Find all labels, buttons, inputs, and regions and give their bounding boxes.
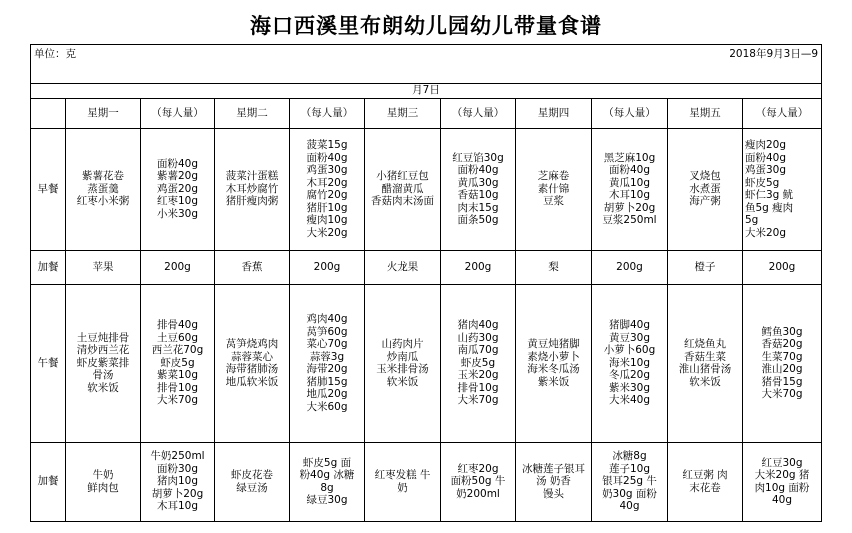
header-cell: 星期一	[66, 98, 141, 128]
dish-cell: 橙子	[668, 250, 743, 284]
header-cell: （每人量）	[441, 98, 516, 128]
amount-cell: 红豆馅30g 面粉40g 黄瓜30g 香菇10g 肉末15g 面条50g	[441, 128, 516, 250]
dish-cell: 红豆粥 肉 末花卷	[668, 442, 743, 521]
amount-cell: 红豆30g 大米20g 猪 肉10g 面粉 40g	[743, 442, 822, 521]
table-row	[31, 442, 822, 521]
amount-cell: 虾皮5g 面 粉40g 冰糖 8g 绿豆30g	[290, 442, 365, 521]
header-cell: 星期三	[365, 98, 441, 128]
header-cell: 星期四	[516, 98, 592, 128]
table-row	[31, 250, 822, 284]
amount-cell: 冰糖8g 莲子10g 银耳25g 牛 奶30g 面粉 40g	[592, 442, 668, 521]
date-range-continued: 月7日	[31, 83, 822, 98]
amount-cell: 200g	[743, 250, 822, 284]
dish-cell: 叉烧包 水煮蛋 海产粥	[668, 128, 743, 250]
dish-cell: 红枣发糕 牛 奶	[365, 442, 441, 521]
amount-cell: 瘦肉20g 面粉40g 鸡蛋30g 虾皮5g 虾仁3g 鱿 鱼5g 瘦肉 5g 大米20g	[743, 128, 822, 250]
dish-cell: 虾皮花卷 绿豆汤	[215, 442, 290, 521]
unit-label: 单位：克	[34, 48, 76, 60]
amount-cell: 菠菜15g 面粉40g 鸡蛋30g 木耳20g 腐竹20g 猪肝10g 瘦肉10g 大米20g	[290, 128, 365, 250]
menu-table	[30, 44, 822, 522]
meta-row	[31, 45, 822, 84]
amount-cell: 200g	[141, 250, 215, 284]
amount-cell: 红枣20g 面粉50g 牛 奶200ml	[441, 442, 516, 521]
amount-cell: 黑芝麻10g 面粉40g 黄瓜10g 木耳10g 胡萝卜20g 豆浆250ml	[592, 128, 668, 250]
meal-label: 早餐	[31, 128, 66, 250]
dish-cell: 黄豆炖猪脚 素烧小萝卜 海米冬瓜汤 紫米饭	[516, 284, 592, 442]
amount-cell: 牛奶250ml 面粉30g 猪肉10g 胡萝卜20g 木耳10g	[141, 442, 215, 521]
amount-cell: 面粉40g 紫薯20g 鸡蛋20g 红枣10g 小米30g	[141, 128, 215, 250]
amount-cell: 猪肉40g 山药30g 南瓜70g 虾皮5g 玉米20g 排骨10g 大米70g	[441, 284, 516, 442]
amount-cell: 鳕鱼30g 香菇20g 生菜70g 淮山20g 猪骨15g 大米70g	[743, 284, 822, 442]
header-cell: （每人量）	[592, 98, 668, 128]
dish-cell: 牛奶 鲜肉包	[66, 442, 141, 521]
dish-cell: 紫薯花卷 蒸蛋羹 红枣小米粥	[66, 128, 141, 250]
dish-cell: 梨	[516, 250, 592, 284]
amount-cell: 猪脚40g 黄豆30g 小萝卜60g 海米10g 冬瓜20g 紫米30g 大米40g	[592, 284, 668, 442]
amount-cell: 排骨40g 土豆60g 西兰花70g 虾皮5g 紫菜10g 排骨10g 大米70g	[141, 284, 215, 442]
amount-cell: 鸡肉40g 莴笋60g 菜心70g 蒜蓉3g 海带20g 猪肺15g 地瓜20g 大米60g	[290, 284, 365, 442]
header-cell: 星期二	[215, 98, 290, 128]
dish-cell: 香蕉	[215, 250, 290, 284]
header-cell: 星期五	[668, 98, 743, 128]
dish-cell: 芝麻卷 素什锦 豆浆	[516, 128, 592, 250]
dish-cell: 火龙果	[365, 250, 441, 284]
dish-cell: 苹果	[66, 250, 141, 284]
meal-label: 加餐	[31, 250, 66, 284]
header-row	[31, 98, 822, 128]
amount-cell: 200g	[441, 250, 516, 284]
dish-cell: 莴笋烧鸡肉 蒜蓉菜心 海带猪肺汤 地瓜软米饭	[215, 284, 290, 442]
dish-cell: 菠菜汁蛋糕 木耳炒腐竹 猪肝瘦肉粥	[215, 128, 290, 250]
dish-cell: 冰糖莲子银耳 汤 奶香 馒头	[516, 442, 592, 521]
table-row	[31, 128, 822, 250]
dish-cell: 小猪红豆包 醋溜黄瓜 香菇肉末汤面	[365, 128, 441, 250]
meal-label: 加餐	[31, 442, 66, 521]
page-title: 海口西溪里布朗幼儿园幼儿带量食谱	[250, 13, 602, 38]
table-row	[31, 284, 822, 442]
header-cell	[31, 98, 66, 128]
dish-cell: 土豆炖排骨 清炒西兰花 虾皮紫菜排 骨汤 软米饭	[66, 284, 141, 442]
header-cell: （每人量）	[141, 98, 215, 128]
meal-label: 午餐	[31, 284, 66, 442]
date-row	[31, 83, 822, 98]
header-cell: （每人量）	[743, 98, 822, 128]
dish-cell: 红烧鱼丸 香菇生菜 淮山猪骨汤 软米饭	[668, 284, 743, 442]
amount-cell: 200g	[290, 250, 365, 284]
header-cell: （每人量）	[290, 98, 365, 128]
date-range: 2018年9月3日—9	[729, 48, 819, 60]
amount-cell: 200g	[592, 250, 668, 284]
dish-cell: 山药肉片 炒南瓜 玉米排骨汤 软米饭	[365, 284, 441, 442]
